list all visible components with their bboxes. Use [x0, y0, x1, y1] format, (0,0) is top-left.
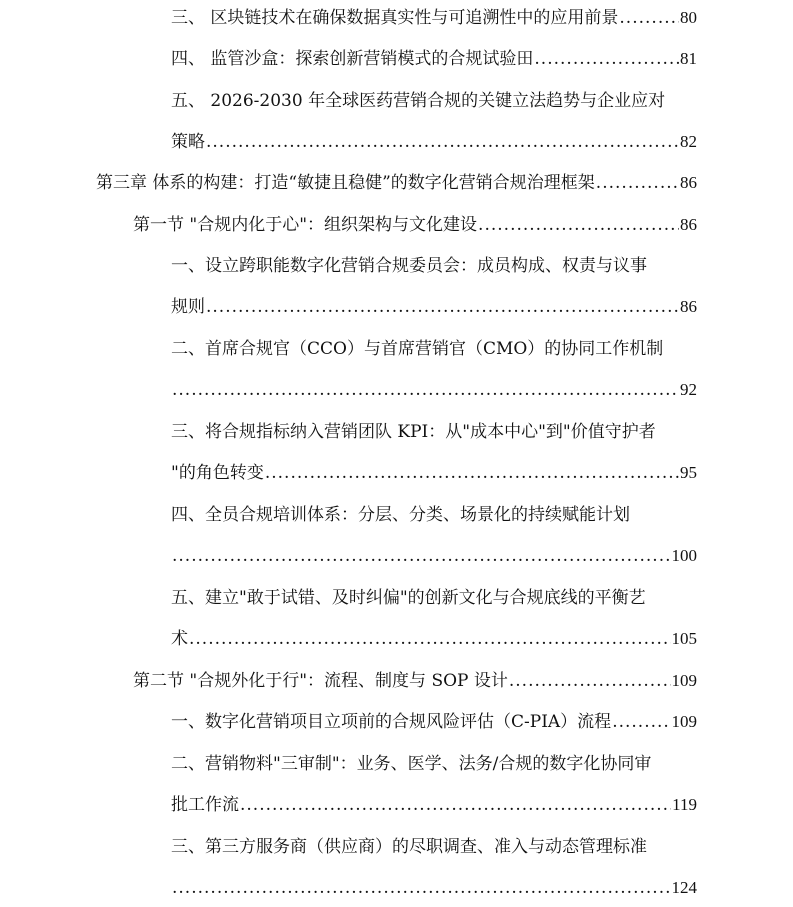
- toc-entry[interactable]: [171, 584, 697, 612]
- toc-entry-title: 第二节 "合规外化于行"：流程、制度与 SOP 设计: [133, 671, 508, 691]
- toc-entry-title: 第一节 "合规内化于心"：组织架构与文化建设: [133, 215, 478, 235]
- toc-page-number: 109: [671, 712, 697, 731]
- toc-page-number: 81: [680, 49, 697, 68]
- toc-leader-dots: [265, 459, 679, 487]
- toc-entry[interactable]: [171, 335, 697, 363]
- toc-page-number: 82: [680, 132, 697, 151]
- toc-entry[interactable]: [171, 833, 697, 861]
- toc-page-number: 95: [680, 463, 697, 482]
- toc-entry-title: 策略: [171, 132, 205, 152]
- toc-entry-continuation[interactable]: [171, 128, 697, 156]
- toc-entry-continuation[interactable]: [171, 293, 697, 321]
- toc-entry[interactable]: [171, 45, 697, 73]
- toc-entry-continuation[interactable]: [171, 542, 697, 570]
- toc-entry-title: 二、营销物料"三审制"：业务、医学、法务/合规的数字化协同审: [171, 754, 652, 774]
- toc-leader-dots: [206, 293, 679, 321]
- toc-page-number: 124: [671, 878, 697, 897]
- toc-entry-title: "的角色转变: [171, 463, 264, 483]
- toc-entry-title: 三、将合规指标纳入营销团队 KPI：从"成本中心"到"价值守护者: [171, 422, 656, 442]
- toc-page-number: 92: [680, 380, 697, 399]
- toc-chapter-entry[interactable]: [96, 169, 697, 197]
- toc-leader-dots: [619, 4, 679, 32]
- toc-entry-title: 三、第三方服务商（供应商）的尽职调查、准入与动态管理标准: [171, 837, 647, 857]
- toc-entry-continuation[interactable]: [171, 459, 697, 487]
- toc-entry-title: 批工作流: [171, 795, 239, 815]
- toc-entry[interactable]: [171, 708, 697, 736]
- toc-page-number: 86: [680, 215, 697, 234]
- toc-entry-title: 规则: [171, 297, 205, 317]
- toc-page-number: 100: [671, 546, 697, 565]
- toc-entry[interactable]: [171, 418, 697, 446]
- toc-entry-continuation[interactable]: [171, 791, 697, 819]
- toc-entry[interactable]: [171, 501, 697, 529]
- toc-entry-continuation[interactable]: [171, 625, 697, 653]
- toc-leader-dots: [534, 45, 679, 73]
- toc-section-entry[interactable]: [133, 211, 697, 239]
- toc-entry-title: 五、建立"敢于试错、及时纠偏"的创新文化与合规底线的平衡艺: [171, 588, 646, 608]
- toc-leader-dots: [206, 128, 679, 156]
- toc-leader-dots: [172, 874, 671, 902]
- toc-page-number: 80: [680, 8, 697, 27]
- toc-leader-dots: [189, 625, 671, 653]
- toc-leader-dots: [240, 791, 671, 819]
- toc-entry-title: 四、 监管沙盒：探索创新营销模式的合规试验田: [171, 49, 534, 69]
- toc-entry[interactable]: [171, 252, 697, 280]
- toc-entry[interactable]: [171, 4, 697, 32]
- toc-leader-dots: [172, 542, 671, 570]
- toc-page-number: 86: [680, 297, 697, 316]
- toc-leader-dots: [172, 376, 679, 404]
- toc-entry-title: 一、数字化营销项目立项前的合规风险评估（C-PIA）流程: [171, 712, 612, 732]
- toc-entry-title: 二、首席合规官（CCO）与首席营销官（CMO）的协同工作机制: [171, 339, 664, 359]
- toc-page-number: 105: [671, 629, 697, 648]
- toc-entry-title: 一、设立跨职能数字化营销合规委员会：成员构成、权责与议事: [171, 256, 647, 276]
- toc-entry-title: 术: [171, 629, 188, 649]
- toc-leader-dots: [478, 211, 679, 239]
- toc-leader-dots: [612, 708, 670, 736]
- toc-entry-continuation[interactable]: [171, 376, 697, 404]
- toc-page-number: 109: [671, 671, 697, 690]
- toc-section-entry[interactable]: [133, 667, 697, 695]
- toc-page-number: 86: [680, 173, 697, 192]
- toc-leader-dots: [596, 169, 679, 197]
- toc-entry[interactable]: [171, 87, 697, 115]
- toc-entry-continuation[interactable]: [171, 874, 697, 902]
- toc-entry[interactable]: [171, 750, 697, 778]
- toc-entry-title: 第三章 体系的构建：打造“敏捷且稳健”的数字化营销合规治理框架: [96, 173, 595, 193]
- toc-entry-title: 三、 区块链技术在确保数据真实性与可追溯性中的应用前景: [171, 8, 619, 28]
- toc-page-number: 119: [672, 795, 697, 814]
- toc-leader-dots: [509, 667, 671, 695]
- toc-entry-title: 五、 2026-2030 年全球医药营销合规的关键立法趋势与企业应对: [171, 91, 666, 111]
- toc-entry-title: 四、全员合规培训体系：分层、分类、场景化的持续赋能计划: [171, 505, 630, 525]
